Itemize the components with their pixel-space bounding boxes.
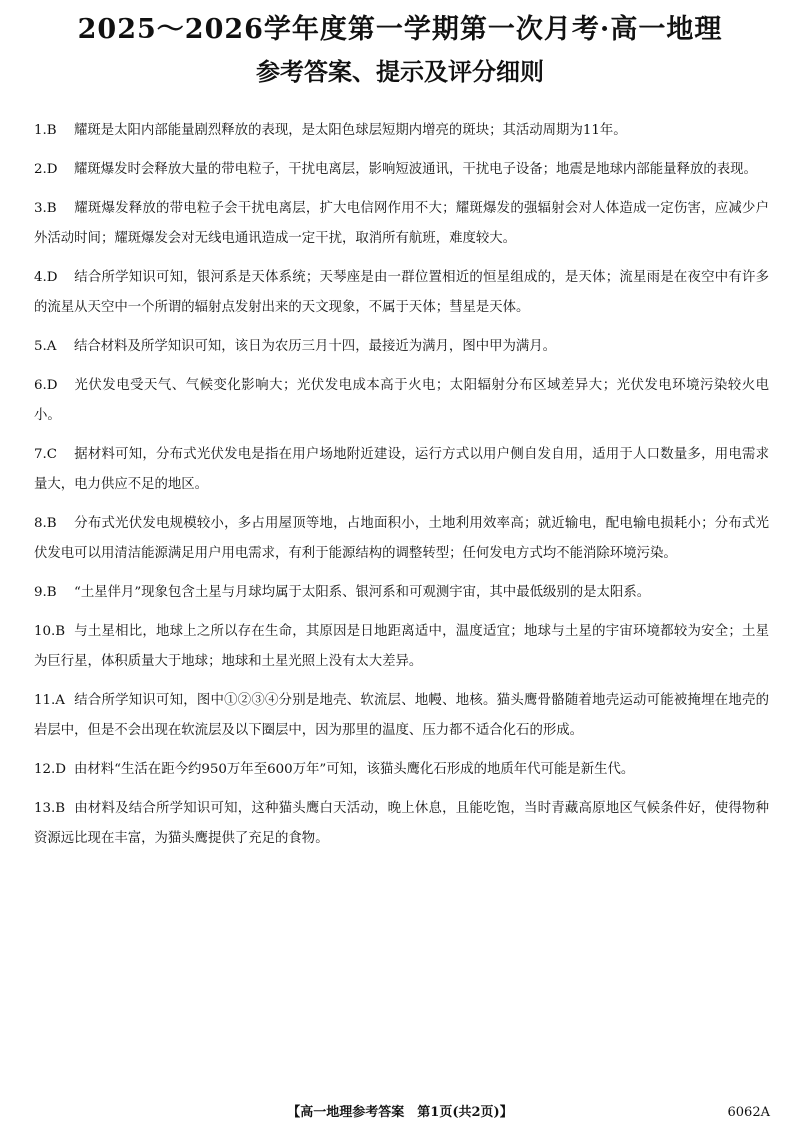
answer-text: 结合所学知识可知，图中①②③④分别是地壳、软流层、地幔、地核。猫头鹰骨骼随着地壳运动可能被掩埋在地壳的岩层中，但是不会出现在软流层及以下圈层中，因为那里的温度、压力都不适合化石的形成。 [34,693,769,738]
answer-text: “土星伴月”现象包含土星与月球均属于太阳系、银河系和可观测宇宙，其中最低级别的是太阳系。 [74,585,651,600]
answer-text: 与土星相比，地球上之所以存在生命，其原因是日地距离适中，温度适宜；地球与土星的宇宙环境都较为安全；土星为巨行星，体积质量大于地球；地球和土星光照上没有太大差异。 [34,624,769,669]
answer-text: 据材料可知，分布式光伏发电是指在用户场地附近建设，运行方式以用户侧自发自用，适用于人口数量多，用电需求量大，电力供应不足的地区。 [34,447,769,492]
answer-number: 13.B [34,801,66,816]
page-subtitle: 参考答案、提示及评分细则 [256,57,544,86]
answer-item [34,617,769,677]
answer-number: 2.D [34,162,58,177]
answer-item [34,371,769,431]
answer-number: 8.B [34,516,57,531]
answer-number: 7.C [34,447,58,462]
answer-item [34,509,769,569]
answer-item [34,194,769,254]
answer-item [34,332,769,362]
answer-number: 4.D [34,270,58,285]
answer-text: 光伏发电受天气、气候变化影响大；光伏发电成本高于火电；太阳辐射分布区域差异大；光伏发电环境污染较火电小。 [34,378,769,423]
answer-text: 结合所学知识可知，银河系是天体系统；天琴座是由一群位置相近的恒星组成的，是天体；流星雨是在夜空中有许多的流星从天空中一个所谓的辐射点发射出来的天文现象，不属于天体；彗星是天体。 [34,270,769,315]
answer-text: 耀斑爆发时会释放大量的带电粒子，干扰电离层，影响短波通讯，干扰电子设备；地震是地球内部能量释放的表现。 [74,162,757,177]
answer-number: 9.B [34,585,57,600]
page-title: 2025～2026学年度第一学期第一次月考·高一地理 [77,14,723,45]
answer-text: 由材料“生活在距今约950万年至600万年”可知，该猫头鹰化石形成的地质年代可能是新生代。 [74,762,635,777]
answer-text: 结合材料及所学知识可知，该日为农历三月十四，最接近为满月，图中甲为满月。 [74,339,557,354]
answer-item [34,755,769,785]
page-footer [0,1101,800,1125]
answer-number: 11.A [34,693,65,708]
answer-item [34,116,769,146]
footer-page-info: 【高一地理参考答案 第1页(共2页)】 [287,1105,513,1120]
answer-text: 耀斑是太阳内部能量剧烈释放的表现，是太阳色球层短期内增亮的斑块；其活动周期为11年。 [74,123,627,138]
answer-text: 由材料及结合所学知识可知，这种猫头鹰白天活动，晚上休息，且能吃饱，当时青藏高原地区气候条件好，使得物种资源远比现在丰富，为猫头鹰提供了充足的食物。 [34,801,769,846]
answer-item [34,686,769,746]
answer-text: 耀斑爆发释放的带电粒子会干扰电离层，扩大电信网作用不大；耀斑爆发的强辐射会对人体造成一定伤害，应减少户外活动时间；耀斑爆发会对无线电通讯造成一定干扰，取消所有航班，难度较大。 [34,201,769,246]
answer-number: 1.B [34,123,57,138]
answer-number: 12.D [34,762,67,777]
footer-code: 6062A [727,1105,770,1120]
answer-item [34,263,769,323]
answer-item [34,794,769,854]
answer-number: 10.B [34,624,66,639]
answer-text: 分布式光伏发电规模较小，多占用屋顶等地，占地面积小，土地利用效率高；就近输电，配电输电损耗小；分布式光伏发电可以用清洁能源满足用户用电需求，有利于能源结构的调整转型；任何发电方式均不能消除环境污染。 [34,516,769,561]
answer-list [34,116,769,863]
answer-number: 3.B [34,201,57,216]
answer-number: 5.A [34,339,57,354]
answer-item [34,155,769,185]
answer-number: 6.D [34,378,58,393]
answer-item [34,578,769,608]
answer-item [34,440,769,500]
